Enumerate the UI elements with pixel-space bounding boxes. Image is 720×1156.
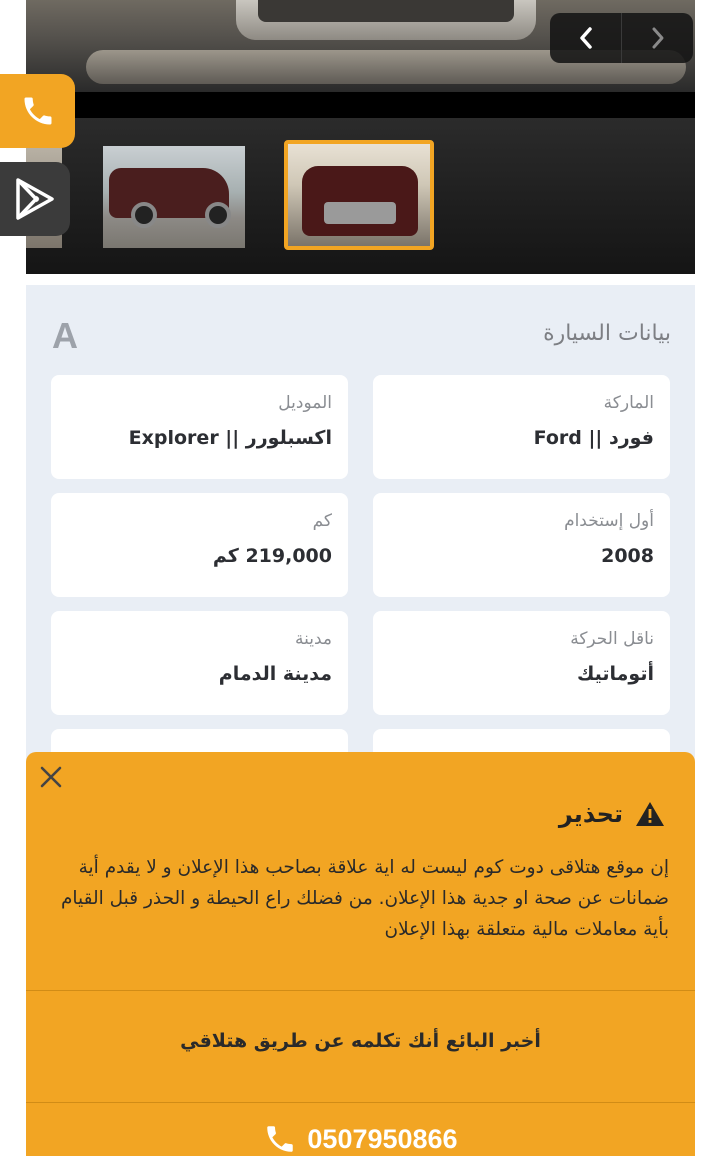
brand-letter-badge: A bbox=[52, 315, 78, 356]
play-store-button[interactable] bbox=[0, 162, 70, 236]
warning-dialog bbox=[26, 752, 695, 1156]
thumbnail-2-selected[interactable] bbox=[284, 140, 434, 250]
spec-card-transmission: ناقل الحركة أتوماتيك bbox=[373, 611, 670, 715]
phone-number[interactable]: 0507950866 bbox=[307, 1123, 458, 1154]
divider bbox=[26, 1102, 695, 1103]
warning-message: إن موقع هتلاقى دوت كوم ليست له اية علاقة بصاحب هذا الإعلان و لا يقدم أية ضمانات عن صحة او جدية هذا الإعلان. من فضلك راع الحيطة و الحذر قبل القيام بأية معاملات مالية متعلقة بهذا الإعلان bbox=[60, 857, 669, 940]
section-title: بيانات السيارة bbox=[543, 321, 671, 346]
phone-icon bbox=[263, 1122, 297, 1156]
gallery-nav bbox=[550, 13, 693, 63]
tell-seller-text: أخبر البائع أنك تكلمه عن طريق هتلاقي bbox=[180, 1030, 541, 1052]
spec-card-model: الموديل اكسبلورر || Explorer bbox=[51, 375, 348, 479]
spec-card-city: مدينة مدينة الدمام bbox=[51, 611, 348, 715]
photo-gallery[interactable] bbox=[26, 0, 695, 274]
next-photo-button[interactable] bbox=[621, 13, 693, 63]
warning-header bbox=[559, 800, 665, 828]
chevron-right-icon bbox=[649, 26, 667, 50]
phone-icon bbox=[20, 93, 56, 129]
warning-title: تحذير bbox=[558, 800, 623, 828]
spec-card-mileage: كم 219,000 كم bbox=[51, 493, 348, 597]
play-store-icon bbox=[14, 177, 56, 221]
thumbnail-1[interactable] bbox=[103, 146, 245, 248]
prev-photo-button[interactable] bbox=[550, 13, 621, 63]
phone-call-button[interactable] bbox=[26, 1122, 695, 1156]
warning-triangle-icon bbox=[635, 801, 665, 827]
close-icon[interactable] bbox=[38, 764, 64, 790]
divider bbox=[26, 990, 695, 991]
spec-card-first-use: أول إستخدام 2008 bbox=[373, 493, 670, 597]
chevron-left-icon bbox=[577, 26, 595, 50]
spec-card-make: الماركة فورد || Ford bbox=[373, 375, 670, 479]
call-button[interactable] bbox=[0, 74, 75, 148]
